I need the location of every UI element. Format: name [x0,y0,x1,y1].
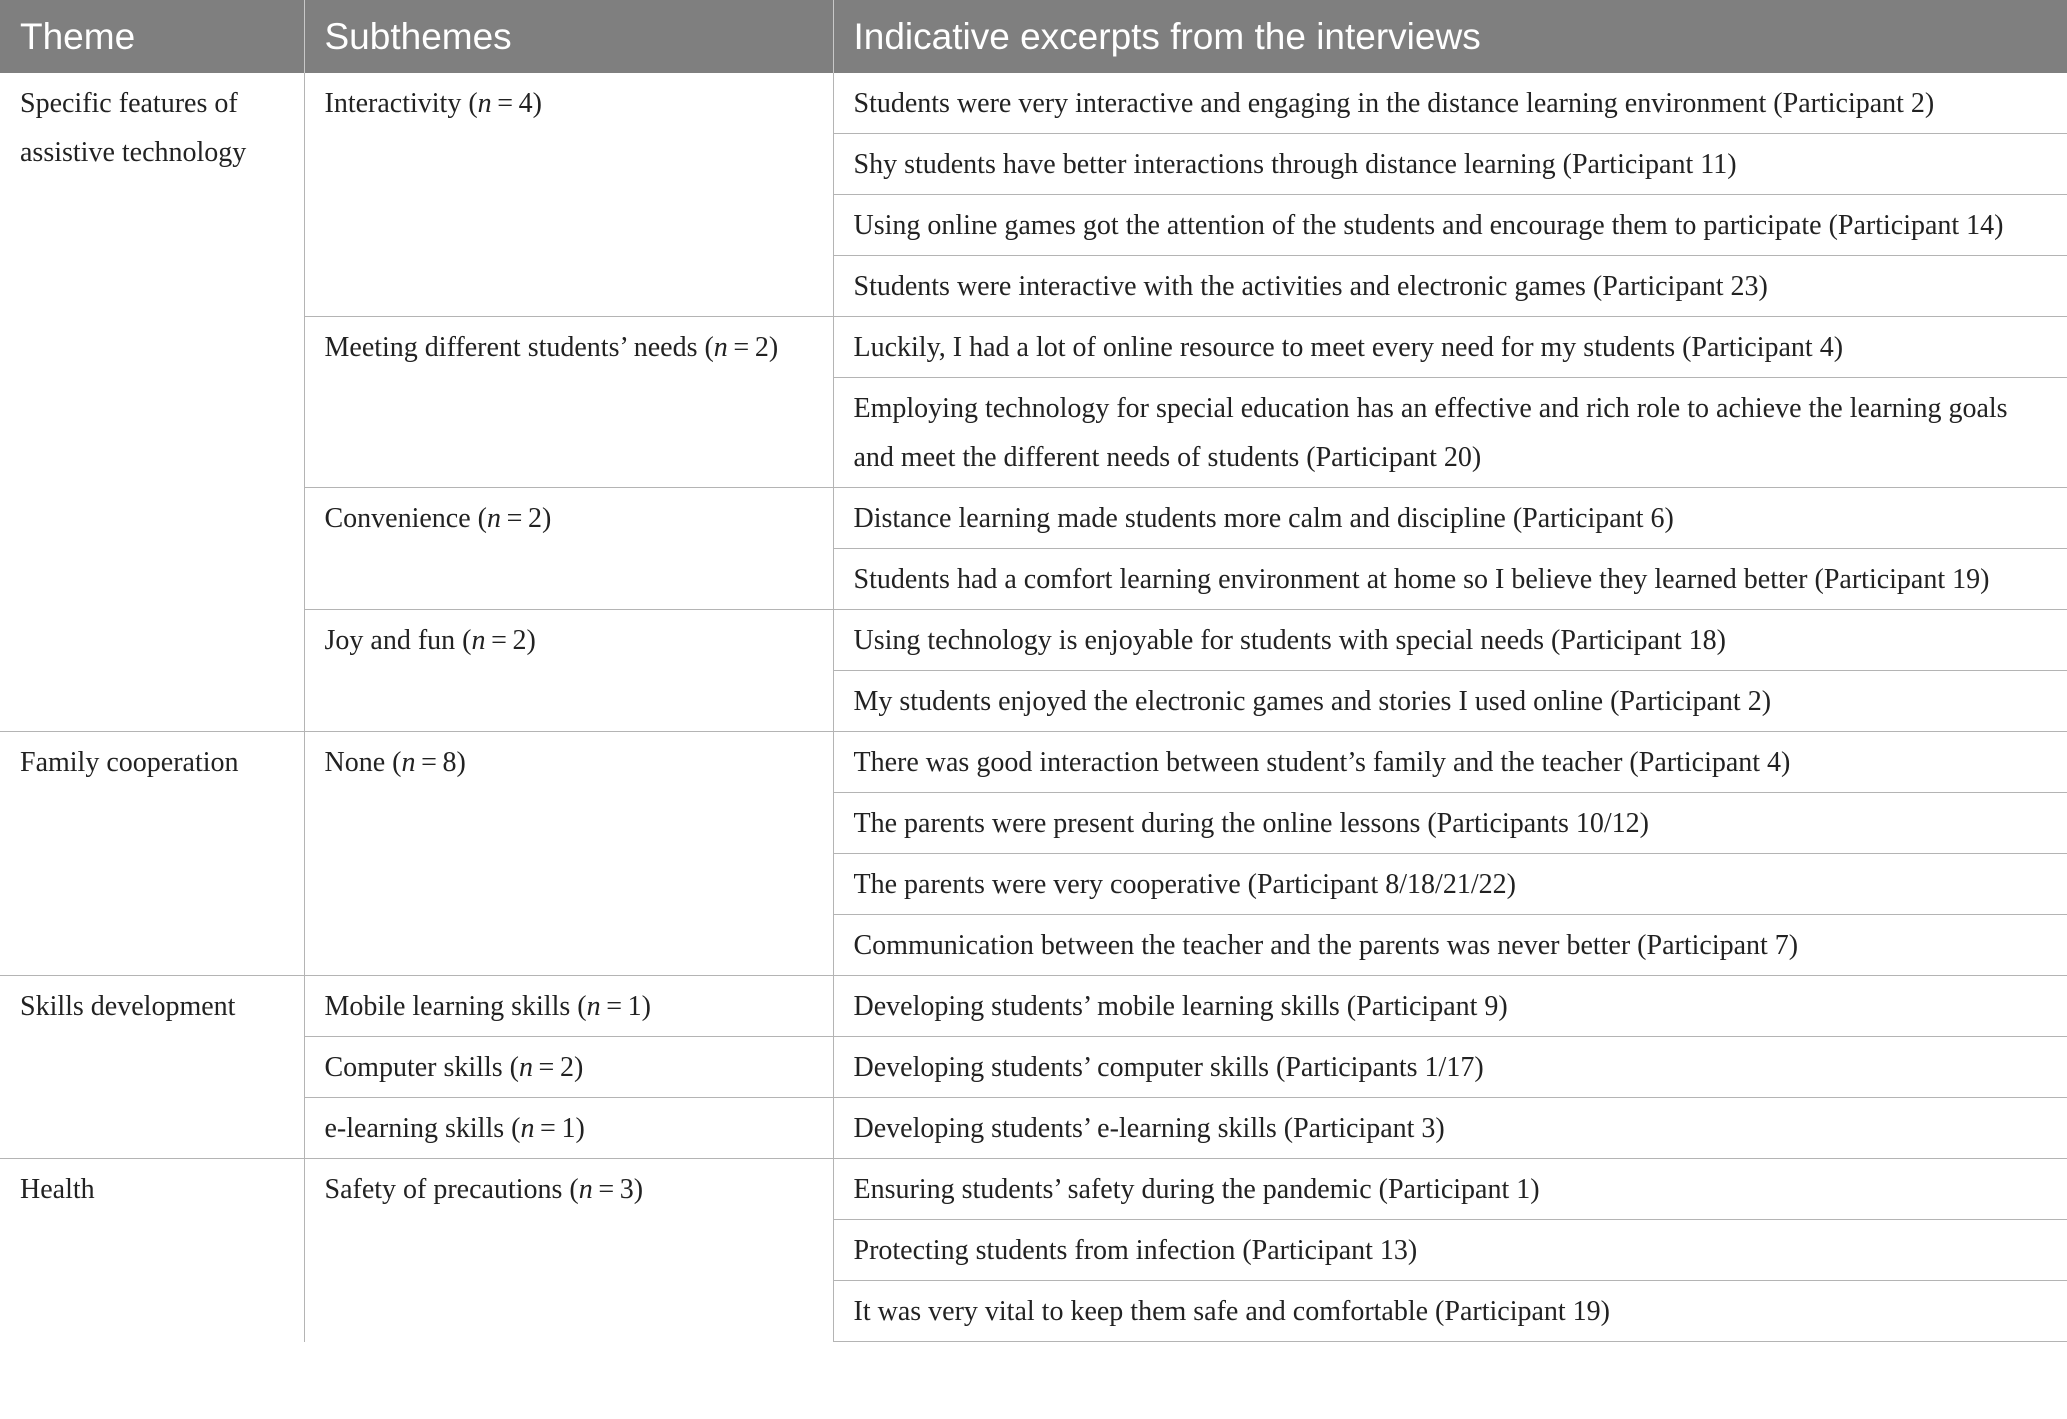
header-theme: Theme [0,0,304,73]
subtheme-cell: Convenience (n = 2) [304,488,833,610]
subtheme-count: 1 [561,1113,576,1144]
subtheme-count: 2 [754,332,769,363]
table-header [0,0,2067,73]
subtheme-cell: Interactivity (n = 4) [304,73,833,317]
count-variable: n [487,503,501,534]
excerpt-cell: Ensuring students’ safety during the pandemic (Participant 1) [833,1159,2067,1220]
table-row [0,317,2067,378]
excerpt-cell: Developing students’ computer skills (Participants 1/17) [833,1037,2067,1098]
subtheme-cell: Joy and fun (n = 2) [304,610,833,732]
table-row [0,732,2067,793]
subtheme-count: 1 [627,991,642,1022]
theme-cell: Health [0,1159,304,1342]
theme-cell: Specific features of assistive technology [20,88,247,168]
excerpt-cell: Employing technology for special education has an effective and rich role to achieve the learning goals and meet the different needs of students (Participant 20) [833,378,2067,488]
subtheme-count: 3 [619,1174,634,1205]
header-excerpts: Indicative excerpts from the interviews [833,0,2067,73]
table-row [0,1098,2067,1159]
excerpt-cell: Students were interactive with the activities and electronic games (Participant 23) [833,256,2067,317]
count-variable: n [477,88,492,119]
table-row [0,610,2067,671]
subtheme-label: Computer skills [324,1052,503,1083]
count-variable: n [520,1113,535,1144]
subtheme-cell: Safety of precautions (n = 3) [304,1159,833,1342]
count-variable: n [518,1052,533,1083]
excerpt-cell: My students enjoyed the electronic games and stories I used online (Participant 2) [833,671,2067,732]
excerpt-cell: Developing students’ mobile learning skills (Participant 9) [833,976,2067,1037]
subtheme-label: None [324,747,386,778]
count-variable: n [586,991,601,1022]
excerpt-cell: Developing students’ e-learning skills (Participant 3) [833,1098,2067,1159]
count-variable: n [713,332,728,363]
excerpt-cell: Students had a comfort learning environment at home so I believe they learned better (Participant 19) [833,549,2067,610]
subtheme-cell: Mobile learning skills (n = 1) [304,976,833,1037]
subtheme-label: e-learning skills [324,1113,505,1144]
excerpt-cell: The parents were very cooperative (Participant 8/18/21/22) [833,854,2067,915]
subtheme-count: 4 [518,88,533,119]
subtheme-label: Joy and fun [324,625,456,656]
excerpt-cell: Protecting students from infection (Participant 13) [833,1220,2067,1281]
table-row [0,73,2067,134]
count-variable: n [471,625,486,656]
subtheme-label: Safety of precautions [324,1174,563,1205]
excerpt-cell: The parents were present during the online lessons (Participants 10/12) [833,793,2067,854]
subtheme-label: Interactivity [324,88,462,119]
header-subthemes: Subthemes [304,0,833,73]
subtheme-label: Convenience [324,503,471,534]
excerpt-cell: Shy students have better interactions through distance learning (Participant 11) [833,134,2067,195]
subtheme-cell: Meeting different students’ needs (n = 2) [304,317,833,488]
count-variable: n [578,1174,593,1205]
excerpt-cell: There was good interaction between student’s family and the teacher (Participant 4) [833,732,2067,793]
subtheme-count: 2 [559,1052,574,1083]
header-row [0,0,2067,73]
excerpt-cell: Using technology is enjoyable for students with special needs (Participant 18) [833,610,2067,671]
table-body [0,73,2067,1342]
subtheme-cell: Computer skills (n = 2) [304,1037,833,1098]
table-row [0,1159,2067,1220]
excerpt-cell: Communication between the teacher and the parents was never better (Participant 7) [833,915,2067,976]
table-row [0,488,2067,549]
excerpt-cell: It was very vital to keep them safe and comfortable (Participant 19) [833,1281,2067,1342]
subtheme-count: 8 [442,747,457,778]
theme-cell: Skills development [0,976,304,1159]
subtheme-label: Mobile learning skills [324,991,571,1022]
table-row [0,1037,2067,1098]
subtheme-cell: None (n = 8) [304,732,833,976]
subtheme-count: 2 [528,503,543,534]
count-variable: n [401,747,416,778]
excerpt-cell: Using online games got the attention of the students and encourage them to participate (Participant 14) [833,195,2067,256]
excerpt-cell: Luckily, I had a lot of online resource to meet every need for my students (Participant 4) [833,317,2067,378]
table-row [0,976,2067,1037]
excerpt-cell: Distance learning made students more calm and discipline (Participant 6) [833,488,2067,549]
subtheme-label: Meeting different students’ needs [324,332,698,363]
theme-cell: Family cooperation [0,732,304,976]
subtheme-cell: e-learning skills (n = 1) [304,1098,833,1159]
subtheme-count: 2 [512,625,527,656]
excerpt-cell: Students were very interactive and engaging in the distance learning environment (Participant 2) [833,73,2067,134]
